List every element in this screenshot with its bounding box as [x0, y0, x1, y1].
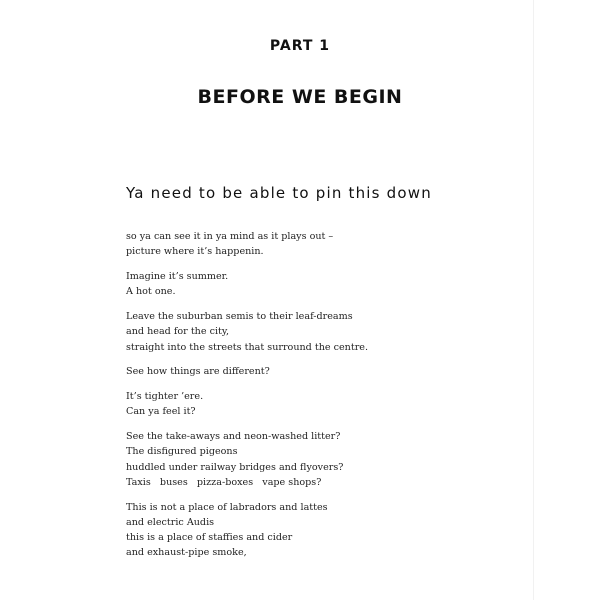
poem-line: Taxis buses pizza-boxes vape shops? [126, 476, 322, 488]
poem-line: so ya can see it in ya mind as it plays out – [126, 231, 334, 242]
poem-line: picture where it’s happenin. [126, 246, 264, 258]
stanza [126, 269, 506, 300]
poem-line: This is not a place of labradors and lattes [126, 501, 328, 513]
poem-line: and exhaust-pipe smoke, [126, 547, 247, 559]
poem-line: A hot one. [126, 286, 176, 298]
poem-line: Can ya feel it? [126, 406, 196, 418]
part-title: BEFORE WE BEGIN [197, 86, 403, 108]
poem-line: See the take-aways and neon-washed litter? [126, 430, 341, 442]
poem-line: The disfigured pigeons [126, 446, 238, 458]
poem-line: It’s tighter ’ere. [126, 390, 204, 402]
poem-title: Ya need to be able to pin this down [126, 184, 432, 202]
stanza [126, 429, 506, 490]
poem-line: Leave the suburban semis to their leaf-dreams [126, 310, 353, 322]
stanza [126, 500, 506, 561]
poem-line: Imagine it’s summer. [126, 270, 229, 282]
stanza [126, 309, 506, 355]
poem-line: this is a place of staffies and cider [126, 532, 293, 544]
poem-line: huddled under railway bridges and flyovers? [126, 461, 344, 473]
poem-body [126, 229, 506, 570]
poem-line: straight into the streets that surround the centre. [126, 341, 369, 353]
poem-line: and electric Audis [126, 516, 215, 528]
part-label: PART 1 [269, 38, 331, 54]
stanza [126, 229, 506, 260]
stanza [126, 389, 506, 420]
stanza [126, 364, 506, 379]
poem-line: and head for the city, [126, 326, 230, 338]
poem-line: See how things are different? [126, 366, 270, 378]
